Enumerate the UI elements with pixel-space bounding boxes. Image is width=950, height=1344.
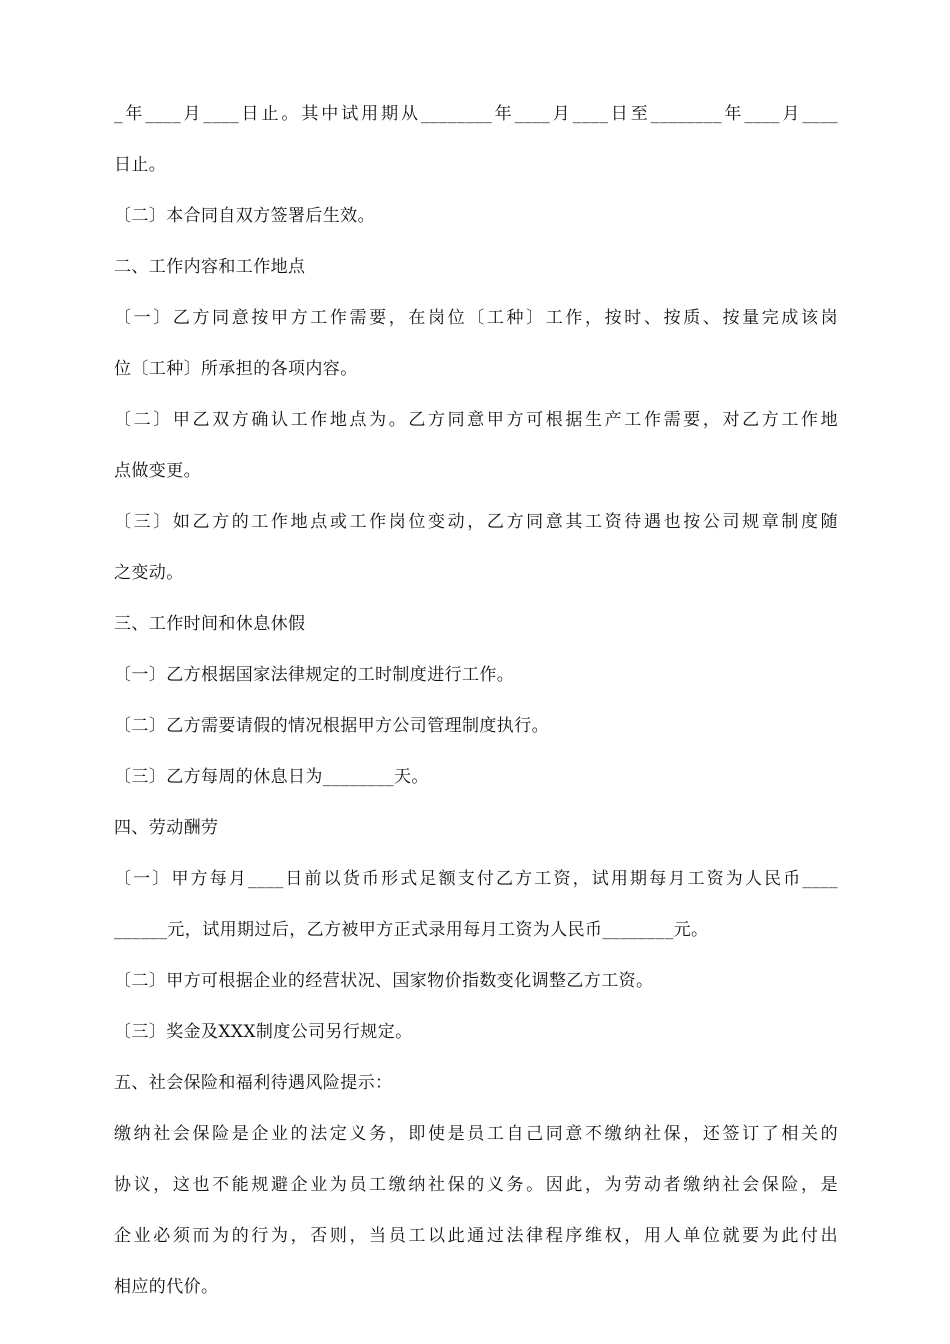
- clause-2-2-cont: 点做变更。: [114, 461, 201, 481]
- section-heading-2: 二、工作内容和工作地点: [114, 257, 306, 277]
- clause-4-2: 〔二〕甲方可根据企业的经营状况、国家物价指数变化调整乙方工资。: [114, 971, 654, 991]
- clause-2-1: 〔一〕乙方同意按甲方工作需要，在岗位〔工种〕工作，按时、按质、按量完成该岗: [114, 308, 838, 328]
- risk-note-line-3: 企业必须而为的行为，否则，当员工以此通过法律程序维权，用人单位就要为此付出: [114, 1226, 838, 1246]
- clause-4-1-cont: ______元，试用期过后，乙方被甲方正式录用每月工资为人民币________元。: [114, 920, 709, 940]
- clause-1-2: 〔二〕本合同自双方签署后生效。: [114, 206, 375, 226]
- contract-term-line: _年____月____日止。其中试用期从________年____月____日至________年____月____: [114, 104, 838, 124]
- section-heading-3: 三、工作时间和休息休假: [114, 614, 306, 634]
- risk-note-line-4: 相应的代价。: [114, 1277, 219, 1297]
- contract-term-line-end: 日止。: [114, 155, 167, 175]
- section-heading-4: 四、劳动酬劳: [114, 818, 219, 838]
- risk-note-line-1: 缴纳社会保险是企业的法定义务，即使是员工自己同意不缴纳社保，还签订了相关的: [114, 1124, 838, 1144]
- clause-3-3: 〔三〕乙方每周的休息日为________天。: [114, 767, 429, 787]
- risk-note-line-2: 协议，这也不能规避企业为员工缴纳社保的义务。因此，为劳动者缴纳社会保险，是: [114, 1175, 838, 1195]
- clause-2-3: 〔三〕如乙方的工作地点或工作岗位变动，乙方同意其工资待遇也按公司规章制度随: [114, 512, 838, 532]
- clause-4-1: 〔一〕甲方每月____日前以货币形式足额支付乙方工资，试用期每月工资为人民币____: [114, 869, 838, 889]
- section-heading-5: 五、社会保险和福利待遇风险提示：: [114, 1073, 393, 1093]
- clause-3-1: 〔一〕乙方根据国家法律规定的工时制度进行工作。: [114, 665, 515, 685]
- clause-2-3-cont: 之变动。: [114, 563, 184, 583]
- clause-2-1-cont: 位〔工种〕所承担的各项内容。: [114, 359, 358, 379]
- clause-4-3: 〔三〕奖金及XXX制度公司另行规定。: [114, 1022, 413, 1042]
- document-page: [114, 89, 838, 1313]
- clause-2-2: 〔二〕甲乙双方确认工作地点为。乙方同意甲方可根据生产工作需要，对乙方工作地: [114, 410, 838, 430]
- clause-3-2: 〔二〕乙方需要请假的情况根据甲方公司管理制度执行。: [114, 716, 549, 736]
